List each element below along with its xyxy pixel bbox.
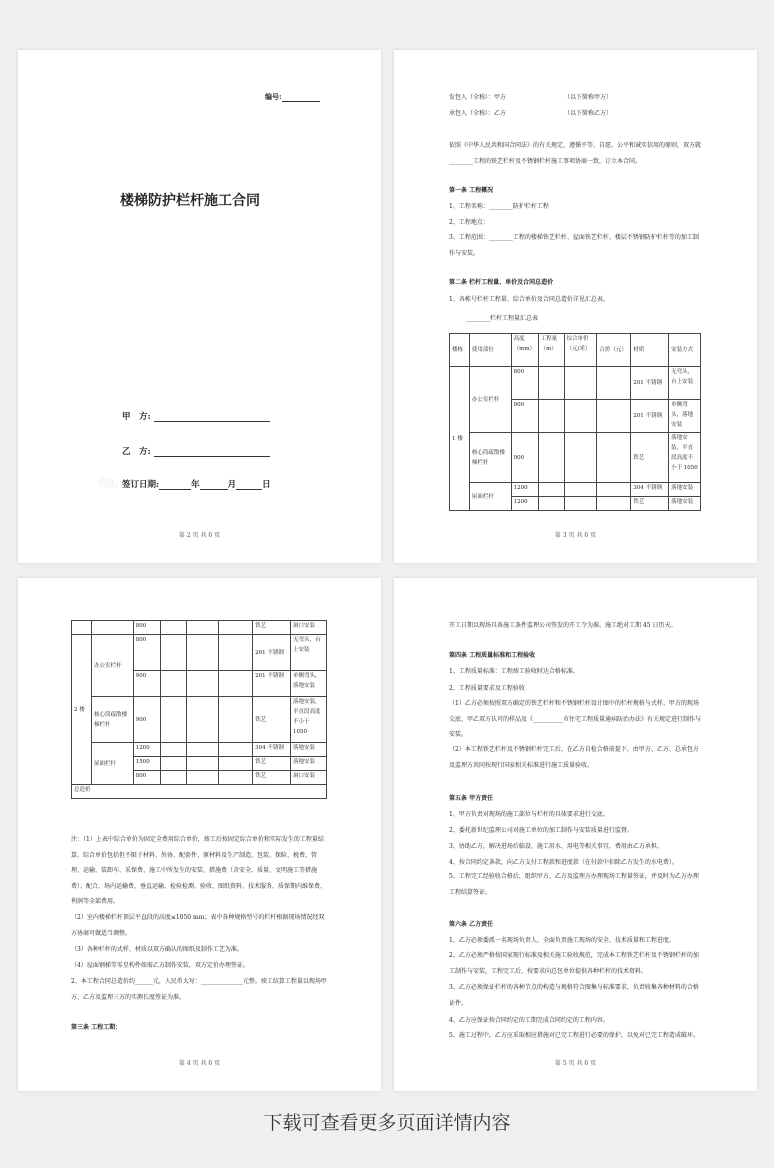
cell-material: 201 不锈钢 <box>631 367 669 400</box>
cell-material: 201 不锈钢 <box>631 400 669 433</box>
th-part: 使用部位 <box>469 334 511 367</box>
cell-install: 落地安装，平直段高度不小于 1050 <box>291 697 327 743</box>
cell-install: 单侧弯头，落地安装 <box>291 671 327 697</box>
page-3 <box>394 50 757 563</box>
cell-material: 304 不锈钢 <box>631 483 669 497</box>
th-material: 材质 <box>631 334 669 367</box>
cell-part-core: 核心筒疏散楼梯栏杆 <box>469 433 511 483</box>
item-2: 2、工程地点： <box>449 219 489 226</box>
cell-height: 800 <box>511 367 538 400</box>
page-footer: 第 5 页 共 6 页 <box>554 1060 597 1067</box>
cell-install: 落地安装 <box>669 497 701 511</box>
total-price-clause: 2、本工程合同总造价约______元，人民币大写：______________元整。竣工结算工程量以现场甲方、乙方及监理三方的实测长度签证为准。 <box>71 978 327 1001</box>
cell-height: 800 <box>133 621 160 635</box>
cell-install: 洞口安装 <box>291 621 327 635</box>
cell-part-core: 核心筒疏散楼梯栏杆 <box>91 697 133 743</box>
table-row <box>72 743 327 757</box>
item-1: 1、工程名称：________防护栏杆工程 <box>449 203 549 210</box>
table-row <box>450 433 701 483</box>
article-2-heading: 第二条 栏杆工程量、单价及合同总造价 <box>449 279 554 286</box>
article-5-heading: 第五条 甲方责任 <box>449 795 494 802</box>
cell-install: 落地安装，平直段高度不小于 1050 <box>669 433 701 483</box>
cell-height: 900 <box>133 697 160 743</box>
page-footer: 第 3 页 共 6 页 <box>554 532 597 539</box>
article-6-item-4: 4、乙方应保证按合同约定的工期完成合同约定的工程内容。 <box>449 1017 609 1024</box>
contract-title: 楼梯防护栏杆施工合同 <box>120 193 260 209</box>
cell-total-label: 总造价 <box>72 785 327 799</box>
table-row <box>72 697 327 743</box>
article-6-item-3: 3、乙方必须保证栏杆的各种节点的构造与规格符合图集与标准要求，负责收集各种材料的合格证件。 <box>449 984 699 1007</box>
cell-building: 2 楼 <box>72 635 92 785</box>
th-install: 安装方式 <box>669 334 701 367</box>
cell-height: 800 <box>133 635 160 671</box>
article-5-item-1: 1、甲方负责对现场的施工部位与栏杆的具体要求进行交底。 <box>449 811 609 818</box>
contractor-alias: （以下简称甲方） <box>564 94 613 101</box>
article-4-item-3: （1）乙方必须按照双方确定的铁艺栏杆和不锈钢栏杆设计图中的栏杆规格与式样、甲方的现场交底、甲乙双方认可的样品及《__________市住宅工程质量通病防治办法》有关规定进行制作与安装。 <box>449 700 702 738</box>
page-footer: 第 4 页 共 6 页 <box>178 1060 221 1067</box>
cell-height: 1200 <box>133 743 160 757</box>
party-a-line: 甲 方: <box>122 410 270 422</box>
cell-material: 铁艺 <box>253 621 291 635</box>
cell-install: 落地安装 <box>291 743 327 757</box>
cell-height: 900 <box>511 400 538 433</box>
article-4-item-4: （2）本工程铁艺栏杆及不锈钢栏杆完工后，在乙方自检合格前提下，由甲方、乙方、总承包方及监理方共同按现行国家相关标准进行施工质量验收。 <box>449 746 699 769</box>
note-2: （2）室内楼梯栏杆顶层平直段的高度≤1050 mm；表中各种规格型号的栏杆根据现场情况经双方协商可做适当调整。 <box>71 914 325 937</box>
article-6-heading: 第六条 乙方责任 <box>449 921 494 928</box>
sign-date-line: 签订日期: 年 月 日 <box>122 480 271 490</box>
cell-height: 900 <box>133 671 160 697</box>
cell-part-roof: 屋面栏杆 <box>91 743 133 785</box>
cell-install: 无弯头，台上安装 <box>291 635 327 671</box>
cell-height: 900 <box>511 433 538 483</box>
start-date-clause: 开工日期以现场具备施工条件监理公司签发的开工令为准。施工绝对工期 45 日历天。 <box>449 622 677 629</box>
cell-material: 201 不锈钢 <box>253 671 291 697</box>
cell-material: 铁艺 <box>631 497 669 511</box>
table-row <box>72 635 327 671</box>
article-4-heading: 第四条 工程质量标准和工程验收 <box>449 652 536 659</box>
article-4-item-2: 2、工程质量要求及工程验收 <box>449 685 525 692</box>
cell-material: 铁艺 <box>253 757 291 771</box>
intro-paragraph: 依照《中华人民共和国合同法》的有关规定，遵循平等、自愿、公平和诚实信用的原则，双方就________工程的铁艺栏杆及不锈钢栏杆施工事项协商一致，订立本合同。 <box>449 142 702 165</box>
th-height: 高度（mm） <box>511 334 538 367</box>
article-6-item-5: 5、施工过程中，乙方应采取相应措施对已完工程进行必要的保护，以免对已完工程造成破坏。 <box>449 1032 699 1039</box>
article-5-item-5: 5、工程完工经验收合格后，组织甲方、乙方及监理方办理现场工程量签证，并及时为乙方办理工程结算签证。 <box>449 873 699 896</box>
cell-height: 1200 <box>511 483 538 497</box>
cell-install: 落地安装 <box>669 483 701 497</box>
cell-install: 单侧弯头，落地安装 <box>669 400 701 433</box>
note-1: 注：（1）上表中综合单价为固定全费用综合单价，竣工后按固定综合单价和实际发生的工程量结算。综合单价包括但不限于材料、外协、配套件、原材料及生产制造、包装、保险、税费、管理、运输、装卸车、采保费、施工中所发生的安装、措施费（含安全、质量、文明施工等措施费）、配合、场内运输费、垂直运输、检验检测、验收、图纸资料、技术服务、质保期内维保费、利润等全部费用。 <box>71 836 327 905</box>
table-header-row <box>450 334 701 367</box>
article-3-heading: 第三条 工程工期： <box>71 1024 122 1031</box>
cell-material: 铁艺 <box>631 433 669 483</box>
quantity-table-1 <box>449 333 701 511</box>
cell-material: 201 不锈钢 <box>253 635 291 671</box>
table-caption: ________栏杆工程量汇总表 <box>466 315 539 322</box>
cell-part-office: 办公室栏杆 <box>469 367 511 433</box>
cell-height: 1200 <box>511 497 538 511</box>
th-unit-price: 综合单价（元/米） <box>564 334 597 367</box>
th-quantity: 工程量（m） <box>538 334 564 367</box>
cell-part-office: 办公室栏杆 <box>91 635 133 697</box>
cell-install: 洞口安装 <box>291 771 327 785</box>
cell-height: 1500 <box>133 757 160 771</box>
watermark: ✎ <box>91 466 126 504</box>
article-5-item-3: 3、协助乙方，解决进场后临设、施工用水、用电等相关事宜，费用由乙方承担。 <box>449 843 663 850</box>
download-banner[interactable]: 下载可查看更多页面详情内容 <box>263 1112 511 1134</box>
cell-height: 800 <box>133 771 160 785</box>
page-footer: 第 2 页 共 6 页 <box>178 532 221 539</box>
cell-building: 1 楼 <box>450 367 470 511</box>
note-3: （3）各种栏杆的式样、材质以双方确认的图纸及制作工艺为准。 <box>71 946 243 953</box>
article-6-item-2: 2、乙方必须严格按国家现行标准及相关施工验收规范，完成本工程铁艺栏杆及不锈钢栏杆的加工制作与安装，工程完工后，按要求向总包单位提供各种栏杆的技术资料。 <box>449 952 699 975</box>
quantity-table-2 <box>71 620 327 799</box>
cell-install: 无弯头，台上安装 <box>669 367 701 400</box>
table-row <box>72 621 327 635</box>
article-5-item-4: 4、按合同约定条款，向乙方支付工程款和进度款（在付款中扣除乙方发生的水电费）。 <box>449 859 678 866</box>
th-total: 合价（元） <box>597 334 631 367</box>
cell-material: 铁艺 <box>253 697 291 743</box>
item-3: 3、工程范围：________工程的楼梯铁艺栏杆、屋面铁艺栏杆、楼层不锈钢防护栏杆等的加工制作与安装。 <box>449 234 699 257</box>
article-1-heading: 第一条 工程概况 <box>449 187 494 194</box>
cell-install: 落地安装 <box>291 757 327 771</box>
note-4: （4）屋面钢梯等零星构件如需乙方制作安装，双方定价办理签证。 <box>71 962 249 969</box>
table-row <box>450 367 701 400</box>
article-6-item-1: 1、乙方必须委派一名现场负责人，全面负责施工现场的安全、技术质量和工程进度。 <box>449 937 675 944</box>
page-4 <box>18 578 381 1091</box>
table-total-row <box>72 785 327 799</box>
contract-number: 编号: <box>265 92 320 102</box>
article-4-item-1: 1、工程质量标准：工程竣工验收时达合格标准。 <box>449 668 579 675</box>
contractee-alias: （以下简称乙方） <box>564 110 613 117</box>
contractee-line: 承包人（全称）：乙方 <box>449 110 507 117</box>
article-5-item-2: 2、委托新世纪监理公司对施工单位的加工制作与安装质量进行监督。 <box>449 827 633 834</box>
th-building: 楼栋 <box>450 334 470 367</box>
item-4: 1、各栋号栏杆工程量、综合单价及合同总造价详见汇总表。 <box>449 296 609 303</box>
cell-part-roof: 屋面栏杆 <box>469 483 511 511</box>
party-b-line: 乙 方: <box>122 445 270 457</box>
table-row <box>450 483 701 497</box>
cell-material: 304 不锈钢 <box>253 743 291 757</box>
page-5 <box>394 578 757 1091</box>
contractor-line: 发包人（全称）：甲方 <box>449 94 507 101</box>
cell-material: 铁艺 <box>253 771 291 785</box>
page-2-cover <box>18 50 381 563</box>
